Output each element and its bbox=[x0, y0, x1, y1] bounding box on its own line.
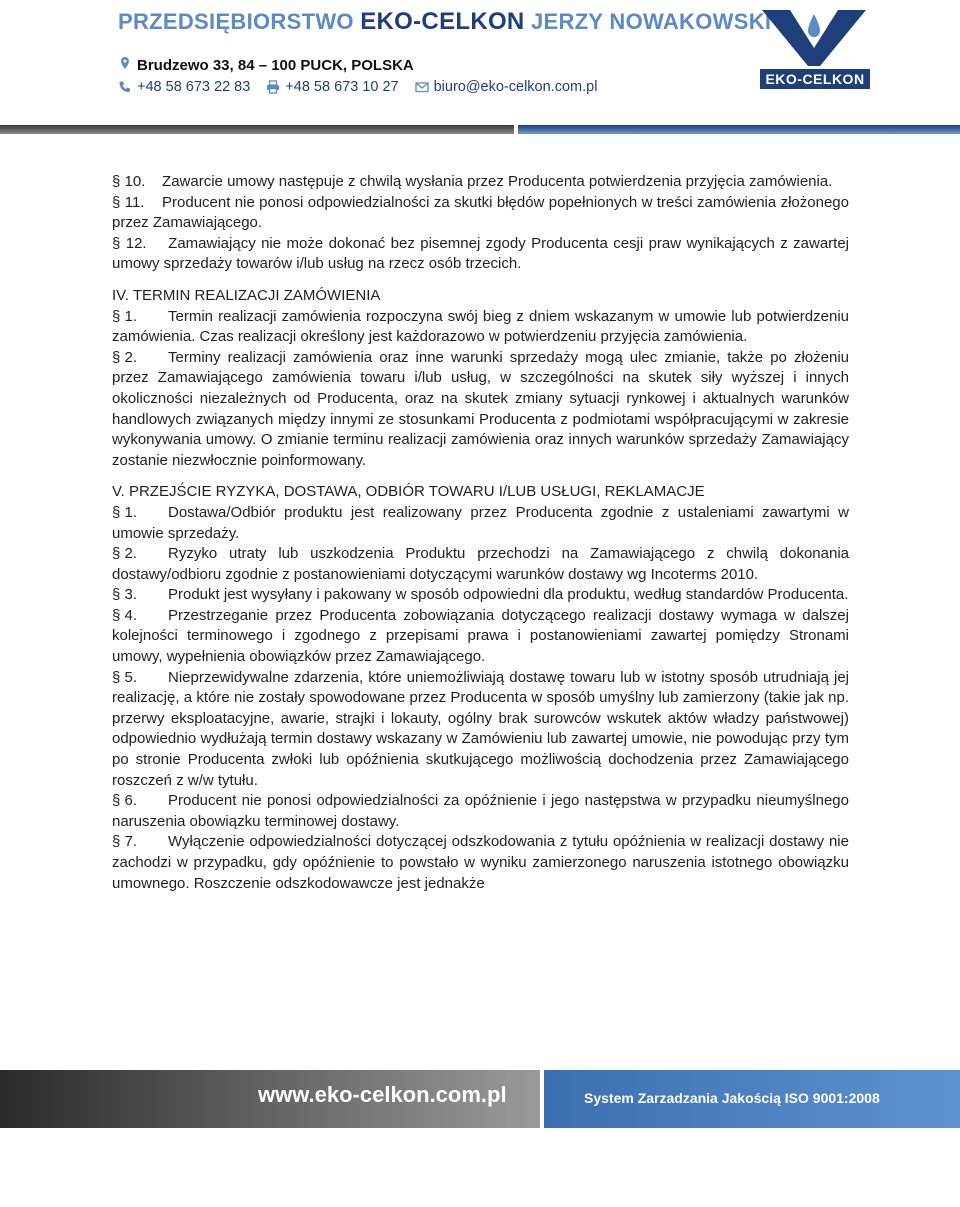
clause-text: Zamawiający nie może dokonać bez pisemnej zgody Producenta cesji praw wynikających z zawartej umowy sprzedaży towarów i/lub usług na rzecz osób trzecich. bbox=[112, 234, 849, 273]
phone-icon bbox=[118, 80, 132, 94]
clause bbox=[112, 348, 849, 472]
clause-text: Producent nie ponosi odpowiedzialności za skutki błędów popełnionych w treści zamówienia złożonego przez Zamawiającego. bbox=[112, 193, 849, 232]
location-pin-icon bbox=[118, 56, 132, 70]
page-footer bbox=[0, 1070, 960, 1128]
contact-line bbox=[118, 79, 613, 95]
clause bbox=[112, 234, 849, 275]
clause-number: § 6. bbox=[112, 792, 138, 810]
company-name bbox=[118, 8, 771, 36]
fax-item bbox=[266, 79, 398, 95]
clause-number: § 10. bbox=[112, 173, 146, 190]
company-name-prefix: PRZEDSIĘBIORSTWO bbox=[118, 9, 354, 34]
clause bbox=[112, 791, 849, 832]
clause bbox=[112, 172, 849, 193]
clause bbox=[112, 503, 849, 544]
clause-text: Termin realizacji zamówienia rozpoczyna swój bieg z dniem wskazanym w umowie lub potwierdzeniu zamówienia. Czas realizacji określony jest każdorazowo w potwierdzeniu przyjęcia zamówienia. bbox=[112, 307, 849, 346]
clause-number: § 2. bbox=[112, 545, 138, 563]
clause-text: Produkt jest wysyłany i pakowany w sposób odpowiedni dla produktu, według standardów Producenta. bbox=[168, 586, 849, 604]
clause-text: Terminy realizacji zamówienia oraz inne warunki sprzedaży mogą ulec zmianie, także po złożeniu przez Zamawiającego zamówienia towaru i/lub usług, w szczególności na skutek siły wyższej i innych okoliczności niezależnych od Producenta, oraz na skutek zmiany sytuacji rynkowej i aktualnych warunków handlowych związanych między innymi ze stosunkami Producenta z podmiotami współpracującymi w zakresie wykonywania umowy. O zmianie terminu realizacji zamówienia oraz innych warunków sprzedaży Zamawiający zostanie niezwłocznie poinformowany. bbox=[112, 348, 849, 469]
clause bbox=[112, 585, 849, 606]
document-body bbox=[112, 172, 849, 894]
clause-number: § 4. bbox=[112, 606, 138, 624]
company-name-owner: JERZY NOWAKOWSKI bbox=[531, 9, 772, 34]
section-heading: V. PRZEJŚCIE RYZYKA, DOSTAWA, ODBIÓR TOWARU I/LUB USŁUGI, REKLAMACJE bbox=[112, 483, 705, 501]
clause-text: Nieprzewidywalne zdarzenia, które uniemożliwiają dostawę towaru lub w istotny sposób utrudniają jej realizację, a które nie zostały spowodowane przez Producenta w sposób umyślny lub zamierzony (takie jak np. przerwy eksploatacyjne, awarie, strajki i lokauty, ogólny brak surowców wskutek aktów władzy państwowej) odpowiednio wydłużają termin dostawy wskazany w Zamówieniu lub zawartej umowie, nie powodując przy tym po stronie Producenta zwłoki lub opóźnienia skutkującego możliwością dochodzenia przez Zamawiającego roszczeń z w/w tytułu. bbox=[112, 668, 849, 789]
clause-text: Producent nie ponosi odpowiedzialności za opóźnienie i jego następstwa w przypadku nieumyślnego naruszenia obowiązku terminowej dostawy. bbox=[112, 792, 849, 830]
clause-number: § 5. bbox=[112, 668, 138, 686]
clause bbox=[112, 606, 849, 668]
clause-text: Dostawa/Odbiór produktu jest realizowany przez Producenta zgodnie z ustaleniami zawartymi w umowie sprzedaży. bbox=[112, 503, 849, 542]
clause-number: § 7. bbox=[112, 833, 138, 851]
footer-iso-certification: System Zarzadzania Jakością ISO 9001:2008 bbox=[584, 1090, 880, 1106]
clause-number: § 1. bbox=[112, 307, 138, 325]
header-divider-left bbox=[0, 125, 514, 134]
clause-text: Wyłączenie odpowiedzialności dotyczącej odszkodowania z tytułu opóźnienia w realizacji dostawy nie zachodzi w przypadku, gdy opóźnienie to powstało w wyniku zamierzonego naruszenia istotnego obowiązku umownego. Roszczenie odszkodowawcze jest jednakże bbox=[112, 833, 849, 892]
clause-number: § 12. bbox=[112, 234, 147, 252]
phone-number[interactable]: +48 58 673 22 83 bbox=[137, 79, 251, 95]
clause-number: § 3. bbox=[112, 586, 138, 604]
clause-text: Przestrzeganie przez Producenta zobowiązania dotyczącego realizacji dostawy wymaga w dalszej kolejności terminowego i zgodnego z przepisami prawa i postanowieniami zawartej pomiędzy Stronami umowy, wypełnienia obowiązków przez Zamawiającego. bbox=[112, 606, 849, 666]
email-item bbox=[415, 79, 598, 95]
envelope-icon bbox=[415, 80, 429, 94]
address-text: Brudzewo 33, 84 – 100 PUCK, POLSKA bbox=[137, 57, 414, 74]
printer-icon bbox=[266, 80, 280, 94]
section-heading: IV. TERMIN REALIZACJI ZAMÓWIENIA bbox=[112, 286, 381, 304]
header-divider-right bbox=[518, 125, 960, 134]
clause bbox=[112, 307, 849, 348]
fax-number[interactable]: +48 58 673 10 27 bbox=[285, 79, 399, 95]
email-address[interactable]: biuro@eko-celkon.com.pl bbox=[433, 79, 598, 95]
company-name-brand: EKO-CELKON bbox=[360, 8, 525, 35]
clause-text: Ryzyko utraty lub uszkodzenia Produktu przechodzi na Zamawiającego z chwilą dokonania dostawy/odbioru zgodnie z postanowieniami dotyczącymi warunków dostawy wg Incoterms 2010. bbox=[112, 545, 849, 583]
logo-wordmark: EKO-CELKON bbox=[760, 69, 870, 89]
clause-number: § 1. bbox=[112, 503, 138, 521]
phone-item bbox=[118, 79, 250, 95]
clause-text: Zawarcie umowy następuje z chwilą wysłania przez Producenta potwierdzenia przyjęcia zamówienia. bbox=[162, 173, 833, 190]
footer-website-link[interactable]: www.eko-celkon.com.pl bbox=[258, 1082, 507, 1107]
clause bbox=[112, 832, 849, 894]
clause bbox=[112, 193, 849, 234]
clause-number: § 2. bbox=[112, 348, 138, 366]
clause bbox=[112, 668, 849, 792]
clause-number: § 11. bbox=[112, 193, 145, 211]
address-line bbox=[118, 56, 414, 74]
clause bbox=[112, 544, 849, 585]
